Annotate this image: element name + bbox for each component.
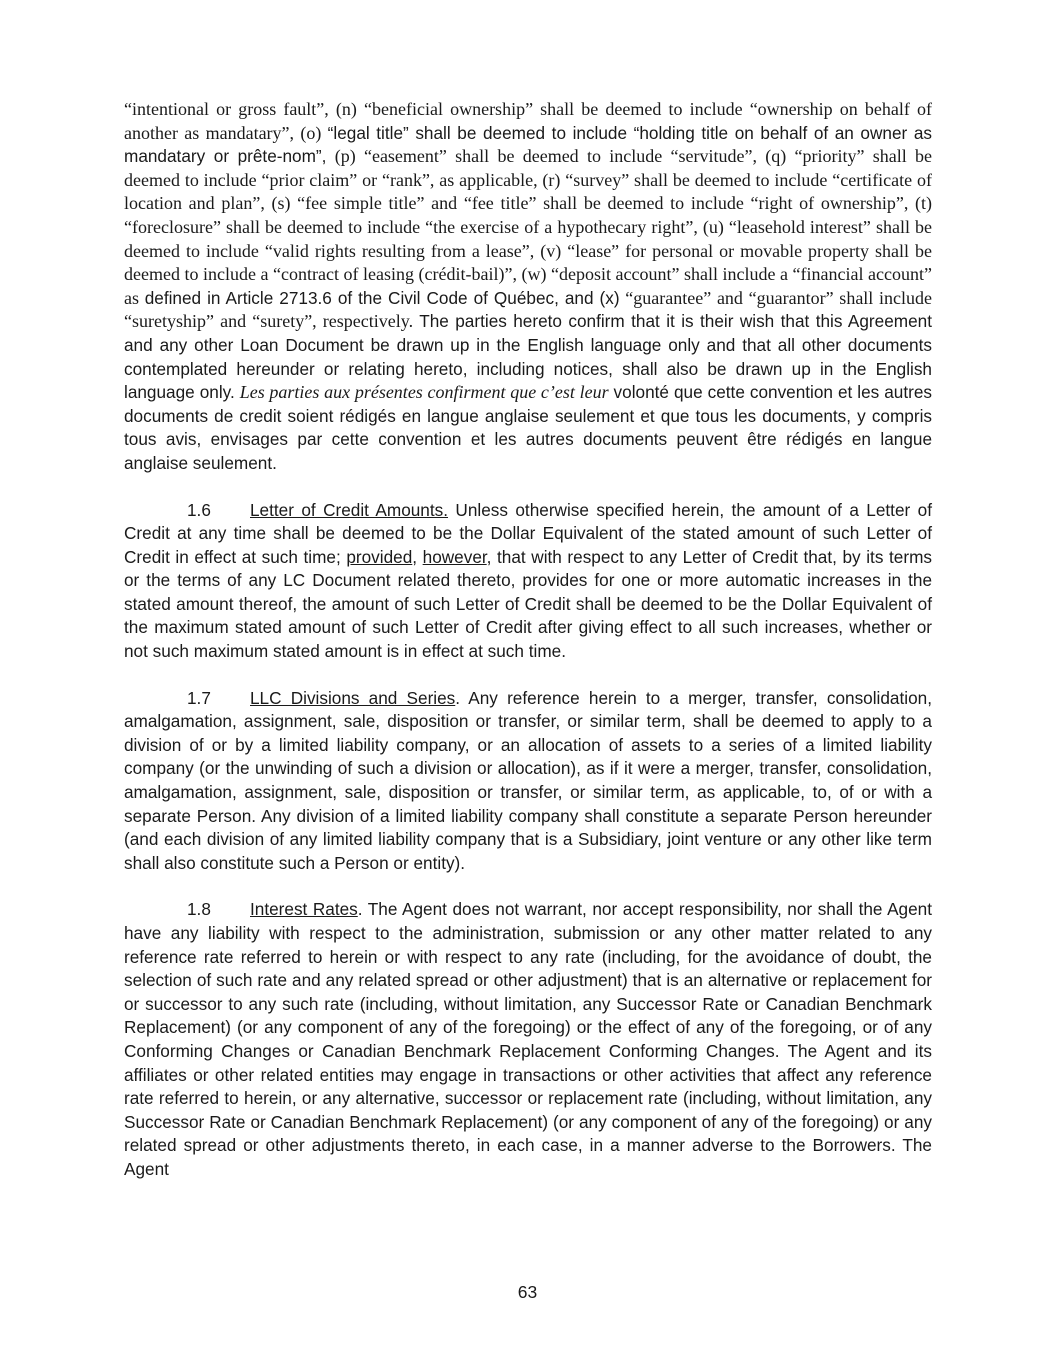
intro-paragraph xyxy=(124,98,932,476)
intro-text-serif-3: “guarantee” and “guarantor” shall include “suretyship” and “surety”, respectively. xyxy=(124,287,933,332)
section-1-6 xyxy=(124,499,932,664)
intro-text-sans-4: volonté que cette convention et les autres documents de credit soient rédigés en langue anglaise seulement et que tous les documents, y compris tous avis, envisages par cette convention et les autres documents peuvent être rédigés en langue anglaise seulement. xyxy=(124,382,932,473)
section-text: , xyxy=(412,546,423,567)
intro-text-sans-1: “legal title” shall be deemed to include “holding title on behalf of an owner as mandatary or prête-nom”, xyxy=(124,122,932,167)
section-number: 1.8 xyxy=(187,899,211,920)
provided-term: provided xyxy=(346,546,413,567)
document-page xyxy=(124,98,932,1182)
intro-french-italic: Les parties aux présentes confirment que c’est leur xyxy=(239,382,609,403)
section-text: Unless otherwise specified herein, the amount of a Letter of Credit at any time shall be deemed to be the Dollar Equivalent of the stated amount of such Letter of Credit in effect at such time; xyxy=(124,499,932,567)
page-number: 63 xyxy=(517,1282,538,1302)
however-term: however xyxy=(422,546,487,567)
section-heading: Letter of Credit Amounts. xyxy=(250,499,449,520)
section-heading: Interest Rates xyxy=(250,899,358,920)
section-number: 1.6 xyxy=(187,499,211,520)
section-text: . Any reference herein to a merger, transfer, consolidation, amalgamation, assignment, sale, disposition or transfer, or similar term, shall be deemed to apply to a division of or by a limited liability company, or an allocation of assets to a series of a limited liability company (or the unwinding of such a division or allocation), as if it were a merger, transfer, consolidation, amalgamation, assignment, sale, disposition or transfer, or similar term, as applicable, to, of or with a separate Person. Any division of a limited liability company shall constitute a separate Person hereunder (and each division of any limited liability company that is a Subsidiary, joint venture or any other like term shall also constitute such a Person or entity). xyxy=(124,687,932,873)
intro-text-serif-1: “intentional or gross fault”, (n) “beneficial ownership” shall be deemed to include “ownership on behalf of another as mandatary”, (o) xyxy=(124,99,932,143)
section-1-8 xyxy=(124,898,932,1181)
intro-text-sans-2: defined in Article 2713.6 of the Civil Code of Québec, and (x) xyxy=(144,287,620,308)
intro-text-serif-2: (p) “easement” shall be deemed to include “servitude”, (q) “priority” shall be deemed to include “prior claim” or “rank”, as applicable, (r) “survey” shall be deemed to include “certificate of location and plan”, (s) “fee simple title” and “fee title” shall be deemed to include “right of ownership”, (t) “foreclosure” shall be deemed to include “the exercise of a hypothecary right”, (u) “leasehold interest” shall be deemed to include “valid rights resulting from a lease”, (v) “lease” for personal or movable property shall be deemed to include a “contract of leasing (crédit-bail)”, (w) “deposit account” shall include a “financial account” as xyxy=(124,146,932,308)
intro-text-sans-3: The parties hereto confirm that it is their wish that this Agreement and any other Loan Document be drawn up in the English language only and that all other documents contemplated hereunder or relating hereto, including notices, shall also be drawn up in the English language only. xyxy=(124,311,932,403)
section-number: 1.7 xyxy=(187,687,211,708)
section-text: . The Agent does not warrant, nor accept responsibility, nor shall the Agent have any liability with respect to the administration, submission or any other matter related to any reference rate referred to herein or with respect to any rate (including, for the avoidance of doubt, the selection of such rate and any related spread or other adjustment) that is an alternative or replacement for or successor to any such rate (including, without limitation, any Successor Rate or Canadian Benchmark Replacement) (or any component of any of the foregoing) or the effect of any of the foregoing, or of any Conforming Changes or Canadian Benchmark Replacement Conforming Changes. The Agent and its affiliates or other related entities may engage in transactions or other activities that affect any reference rate referred to herein, or any alternative, successor or replacement rate (including, without limitation, any Successor Rate or Canadian Benchmark Replacement) (or any component of any of the foregoing) or any related spread or other adjustments thereto, in each case, in a manner adverse to the Borrowers. The Agent xyxy=(124,899,932,1179)
section-heading: LLC Divisions and Series xyxy=(250,687,456,708)
section-1-7 xyxy=(124,687,932,876)
section-text: , that with respect to any Letter of Credit that, by its terms or the terms of any LC Document related thereto, provides for one or more automatic increases in the stated amount thereof, the amount of such Letter of Credit shall be deemed to be the Dollar Equivalent of the maximum stated amount of such Letter of Credit after giving effect to all such increases, whether or not such maximum stated amount is in effect at such time. xyxy=(124,546,932,662)
